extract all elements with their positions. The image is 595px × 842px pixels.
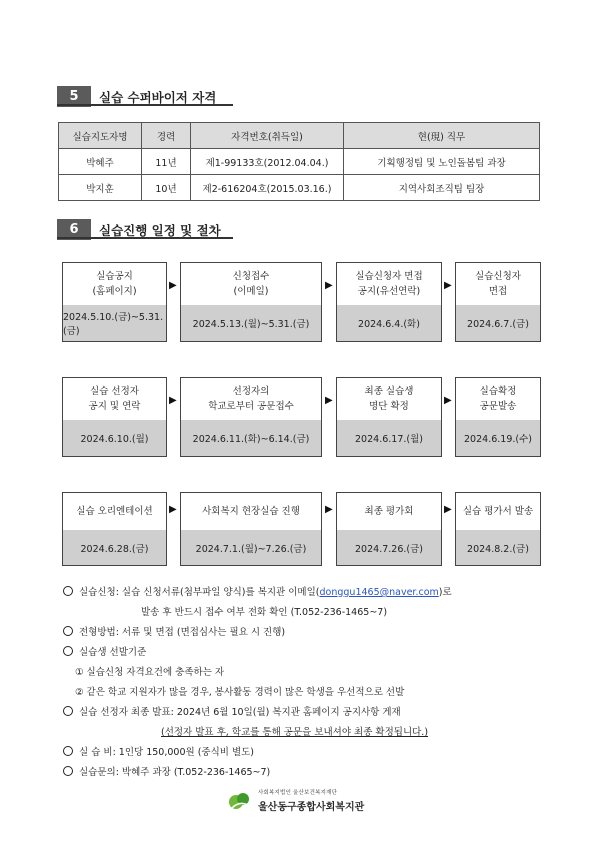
criteria-item: ① 실습신청 자격요건에 충족하는 자	[75, 667, 225, 678]
step-label: 실습 평가서 발송	[462, 505, 534, 517]
arrow-right-icon: ▶	[444, 395, 452, 406]
footer-center-name: 울산동구종합사회복지관	[258, 802, 365, 813]
process-step	[180, 377, 322, 457]
note-application	[63, 583, 543, 603]
email-link[interactable]: donggu1465@naver.com	[319, 587, 439, 598]
table-cell: 제2-616204호(2015.03.16.)	[191, 175, 344, 201]
note-text: 전형방법: 서류 및 면접 (면접심사는 필요 시 진행)	[79, 627, 286, 638]
step-label: 실습신청자 면접 공지(유선연락)	[355, 270, 423, 297]
note-method	[63, 623, 543, 643]
arrow-right-icon: ▶	[325, 280, 333, 291]
step-label: 실습확정 공문발송	[479, 385, 517, 412]
note-announcement	[63, 703, 543, 723]
note-text: 실 습 비: 1인당 150,000원 (중식비 별도)	[79, 747, 255, 758]
step-label: 실습 선정자 공지 및 연락	[88, 385, 141, 412]
process-step	[62, 492, 167, 566]
table-cell: 10년	[142, 175, 191, 201]
notes-list	[63, 583, 543, 783]
step-label: 최종 실습생 명단 확정	[364, 385, 414, 412]
column-header: 실습지도자명	[59, 123, 142, 149]
note-contact	[63, 763, 543, 783]
process-step	[336, 377, 442, 457]
circle-bullet-icon	[63, 586, 73, 596]
section-title: 실습 수퍼바이저 자격	[99, 89, 217, 105]
step-date: 2024.5.13.(월)~5.31.(금)	[181, 304, 321, 341]
section-title: 실습진행 일정 및 절차	[99, 222, 221, 238]
column-header: 현(現) 직무	[344, 123, 540, 149]
table-header-row	[59, 123, 540, 149]
step-label: 실습신청자 면접	[475, 270, 521, 297]
process-step	[455, 262, 541, 342]
step-label: 실습 오리엔테이션	[76, 505, 153, 517]
table-cell: 지역사회조직팀 팀장	[344, 175, 540, 201]
table-cell: 기획행정팀 및 노인돌봄팀 과장	[344, 149, 540, 175]
circle-bullet-icon	[63, 706, 73, 716]
welfare-center-logo-icon	[228, 790, 252, 812]
process-step	[336, 492, 442, 566]
step-label: 신청접수 (이메일)	[232, 270, 270, 297]
arrow-right-icon: ▶	[325, 395, 333, 406]
section-underline	[57, 104, 233, 106]
step-date: 2024.6.11.(화)~6.14.(금)	[181, 419, 321, 456]
arrow-right-icon: ▶	[169, 280, 177, 291]
step-date: 2024.6.17.(월)	[337, 419, 441, 456]
criteria-item: ② 같은 학교 지원자가 많을 경우, 봉사활동 경력이 많은 학생을 우선적으로 선발	[75, 687, 405, 698]
process-step	[62, 262, 167, 342]
column-header: 경력	[142, 123, 191, 149]
process-step	[455, 377, 541, 457]
process-step	[455, 492, 541, 566]
note-fee	[63, 743, 543, 763]
note-criteria	[63, 643, 543, 663]
step-label: 최종 평가회	[364, 505, 414, 517]
step-date: 2024.7.1.(월)~7.26.(금)	[181, 529, 321, 565]
section-underline	[57, 237, 233, 239]
step-date: 2024.6.19.(수)	[456, 419, 540, 456]
arrow-right-icon: ▶	[444, 280, 452, 291]
footer-foundation: 사회복지법인 울산보건복지재단	[258, 790, 338, 796]
step-date: 2024.5.10.(금)~5.31.(금)	[63, 304, 166, 341]
arrow-right-icon: ▶	[169, 504, 177, 515]
arrow-right-icon: ▶	[325, 504, 333, 515]
step-date: 2024.6.7.(금)	[456, 304, 540, 341]
step-date: 2024.6.4.(화)	[337, 304, 441, 341]
step-date: 2024.6.10.(월)	[63, 419, 166, 456]
note-text: 실습문의: 박혜주 과장 (T.052-236-1465~7)	[79, 767, 271, 778]
note-application-detail: 발송 후 반드시 접수 여부 전화 확인 (T.052-236-1465~7)	[141, 607, 388, 618]
process-step	[336, 262, 442, 342]
process-step	[180, 492, 322, 566]
arrow-right-icon: ▶	[169, 395, 177, 406]
table-cell: 박혜주	[59, 149, 142, 175]
step-date: 2024.8.2.(금)	[456, 529, 540, 565]
step-label: 실습공지 (홈페이지)	[92, 270, 137, 297]
supervisor-table	[58, 122, 540, 201]
note-text: 실습생 선발기준	[79, 647, 147, 658]
circle-bullet-icon	[63, 626, 73, 636]
circle-bullet-icon	[63, 766, 73, 776]
column-header: 자격번호(취득일)	[191, 123, 344, 149]
table-cell: 제1-99133호(2012.04.04.)	[191, 149, 344, 175]
circle-bullet-icon	[63, 746, 73, 756]
step-date: 2024.7.26.(금)	[337, 529, 441, 565]
announcement-note: (선정자 발표 후, 학교를 통해 공문을 보내셔야 최종 확정됩니다.)	[161, 727, 429, 738]
footer-org	[228, 788, 364, 813]
note-text: 실습 선정자 최종 발표: 2024년 6월 10일(월) 복지관 홈페이지 공지사항 게재	[79, 707, 401, 718]
arrow-right-icon: ▶	[444, 504, 452, 515]
note-text: 실습신청: 실습 신청서류(첨부파일 양식)를 복지관 이메일(	[79, 587, 320, 598]
table-row	[59, 175, 540, 201]
process-step	[62, 377, 167, 457]
circle-bullet-icon	[63, 646, 73, 656]
process-step	[180, 262, 322, 342]
table-row	[59, 149, 540, 175]
step-label: 선정자의 학교로부터 공문접수	[208, 385, 294, 412]
step-date: 2024.6.28.(금)	[63, 529, 166, 565]
note-text: )로	[438, 587, 452, 598]
step-label: 사회복지 현장실습 진행	[202, 505, 300, 517]
section-number: 6	[57, 219, 91, 240]
section-number: 5	[57, 86, 91, 107]
table-cell: 11년	[142, 149, 191, 175]
table-cell: 박지훈	[59, 175, 142, 201]
